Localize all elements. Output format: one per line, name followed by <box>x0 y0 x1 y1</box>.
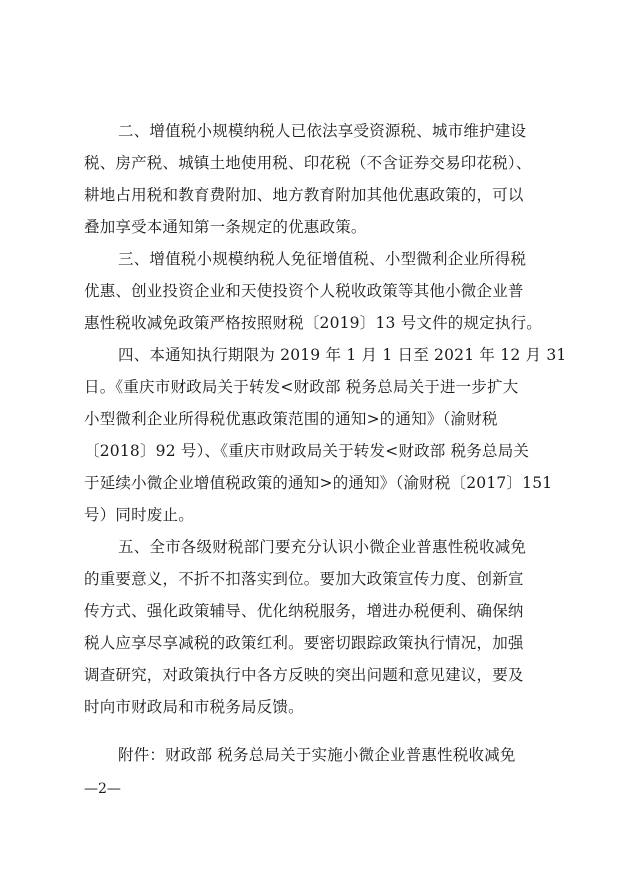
paragraph-3-line-1: 三、增值税小规模纳税人免征增值税、小型微利企业所得税 <box>118 250 527 268</box>
paragraph-5-line-3: 传方式、强化政策辅导、优化纳税服务，增进办税便利、确保纳 <box>84 602 524 620</box>
paragraph-5-line-1: 五、全市各级财税部门要充分认识小微企业普惠性税收减免 <box>118 538 527 556</box>
paragraph-2-line-3: 耕地占用税和教育费附加、地方教育附加其他优惠政策的，可以 <box>84 186 524 204</box>
paragraph-2-line-4: 叠加享受本通知第一条规定的优惠政策。 <box>84 218 367 236</box>
paragraph-4-line-5: 于延续小微企业增值税政策的通知>的通知》（渝财税〔2017〕151 <box>84 474 553 492</box>
attachment-line: 附件：财政部 税务总局关于实施小微企业普惠性税收减免 <box>118 746 516 764</box>
paragraph-4-line-1: 四、本通知执行期限为 2019 年 1 月 1 日至 2021 年 12 月 31 <box>118 346 567 364</box>
paragraph-4-line-4: 〔2018〕92 号）、《重庆市财政局关于转发<财政部 税务总局关 <box>84 442 530 460</box>
paragraph-3-line-2: 优惠、创业投资企业和天使投资个人税收政策等其他小微企业普 <box>84 282 524 300</box>
paragraph-5-line-4: 税人应享尽享减税的政策红利。要密切跟踪政策执行情况，加强 <box>84 634 524 652</box>
paragraph-5-line-6: 时向市财政局和市税务局反馈。 <box>84 698 304 716</box>
paragraph-4-line-6: 号）同时废止。 <box>84 506 194 524</box>
paragraph-2-line-1: 二、增值税小规模纳税人已依法享受资源税、城市维护建设 <box>118 122 527 140</box>
paragraph-5-line-2: 的重要意义，不折不扣落实到位。要加大政策宣传力度、创新宣 <box>84 570 524 588</box>
page-number: —2— <box>84 781 121 797</box>
paragraph-4-line-2: 日。《重庆市财政局关于转发<财政部 税务总局关于进一步扩大 <box>84 378 519 396</box>
paragraph-4-line-3: 小型微利企业所得税优惠政策范围的通知>的通知》（渝财税 <box>84 410 498 428</box>
paragraph-3-line-3: 惠性税收减免政策严格按照财税〔2019〕13 号文件的规定执行。 <box>84 314 542 332</box>
paragraph-5-line-5: 调查研究，对政策执行中各方反映的突出问题和意见建议，要及 <box>84 666 524 684</box>
paragraph-2-line-2: 税、房产税、城镇土地使用税、印花税（不含证券交易印花税）、 <box>84 154 532 172</box>
